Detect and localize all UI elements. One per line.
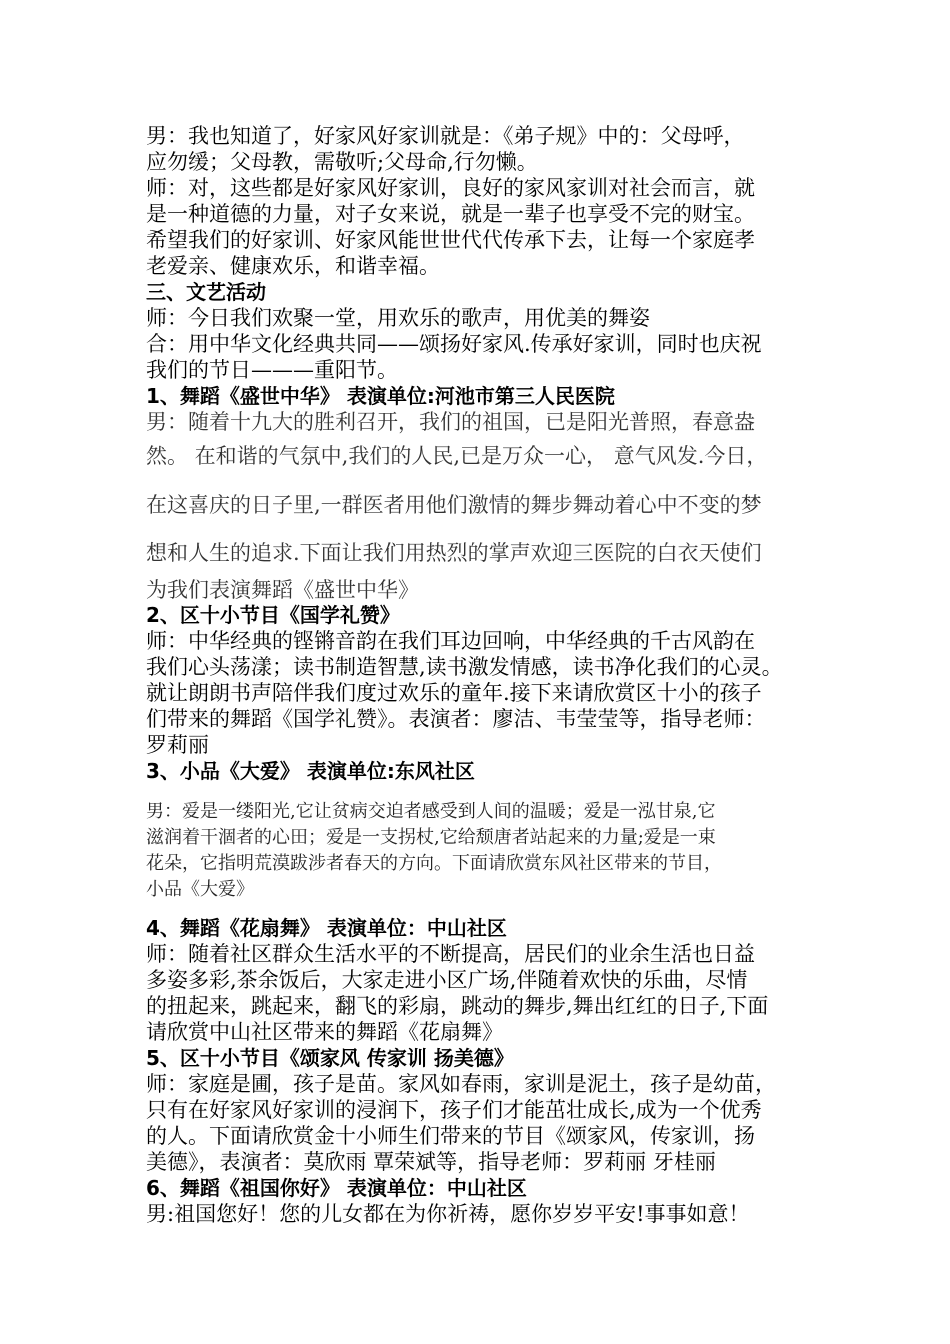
text-line: 男：爱是一缕阳光,它让贫病交迫者感受到人间的温暖；爱是一泓甘泉,它 bbox=[146, 801, 716, 822]
text-line: 罗莉丽 bbox=[146, 733, 209, 757]
text-line: 师：随着社区群众生活水平的不断提高，居民们的业余生活也日益 bbox=[146, 942, 755, 966]
text-line: 男：我也知道了，好家风好家训就是：《弟子规》中的：父母呼， bbox=[146, 124, 745, 148]
text-line: 的人。下面请欣赏金十小师生们带来的节目《颂家风，传家训，扬 bbox=[146, 1124, 755, 1148]
text-line: 请欣赏中山社区带来的舞蹈《花扇舞》 bbox=[146, 1020, 503, 1044]
text-line: 我们的节日———重阳节。 bbox=[146, 358, 398, 382]
text-line: 老爱亲、健康欢乐，和谐幸福。 bbox=[146, 254, 440, 278]
text-line: 男:祖国您好！您的儿女都在为你祈祷，愿你岁岁平安!事事如意！ bbox=[146, 1202, 750, 1226]
text-line: 男：随着十九大的胜利召开，我们的祖国，已是阳光普照，春意盎 bbox=[146, 410, 755, 434]
text-line: 美德》，表演者：莫欣雨 覃荣斌等，指导老师：罗莉丽 牙桂丽 bbox=[146, 1150, 716, 1174]
text-line: 想和人生的追求.下面让我们用热烈的掌声欢迎三医院的白衣天使们 bbox=[146, 541, 762, 565]
program-heading: 1、舞蹈《盛世中华》 表演单位:河池市第三人民医院 bbox=[146, 384, 615, 408]
text-line: 师：对，这些都是好家风好家训，良好的家风家训对社会而言，就 bbox=[146, 176, 755, 200]
text-line: 师：家庭是圃，孩子是苗。家风如春雨，家训是泥土，孩子是幼苗， bbox=[146, 1072, 776, 1096]
section-heading: 三、文艺活动 bbox=[146, 280, 266, 304]
text-line: 希望我们的好家训、好家风能世世代代传承下去，让每一个家庭孝 bbox=[146, 228, 755, 252]
program-heading: 4、舞蹈《花扇舞》 表演单位：中山社区 bbox=[146, 916, 507, 940]
text-line: 在这喜庆的日子里,一群医者用他们激情的舞步舞动着心中不变的梦 bbox=[146, 493, 762, 517]
text-line: 我们心头荡漾；读书制造智慧,读书激发情感，读书净化我们的心灵。 bbox=[146, 655, 783, 679]
text-line: 然。 在和谐的气氛中,我们的人民,已是万众一心， 意气风发.今日， bbox=[146, 444, 768, 468]
text-line: 师：今日我们欢聚一堂，用欢乐的歌声，用优美的舞姿 bbox=[146, 306, 650, 330]
text-line: 应勿缓；父母教，需敬听;父母命,行勿懒。 bbox=[146, 150, 538, 174]
text-line: 的扭起来，跳起来，翻飞的彩扇，跳动的舞步,舞出红红的日子,下面 bbox=[146, 994, 769, 1018]
program-heading: 5、区十小节目《颂家风 传家训 扬美德》 bbox=[146, 1046, 514, 1070]
program-heading: 2、区十小节目《国学礼赞》 bbox=[146, 603, 400, 627]
text-line: 合：用中华文化经典共同——颂扬好家风.传承好家训，同时也庆祝 bbox=[146, 332, 762, 356]
program-heading: 3、小品《大爱》 表演单位:东风社区 bbox=[146, 759, 475, 783]
text-line: 多姿多彩,茶余饭后，大家走进小区广场,伴随着欢快的乐曲，尽情 bbox=[146, 968, 748, 992]
text-line: 花朵，它指明荒漠跋涉者春天的方向。下面请欣赏东风社区带来的节目， bbox=[146, 853, 722, 874]
text-line: 只有在好家风好家训的浸润下，孩子们才能茁壮成长,成为一个优秀 bbox=[146, 1098, 762, 1122]
program-heading: 6、舞蹈《祖国你好》 表演单位：中山社区 bbox=[146, 1176, 527, 1200]
text-line: 滋润着干涸者的心田；爱是一支拐杖,它给颓唐者站起来的力量;爱是一束 bbox=[146, 827, 716, 848]
text-line: 为我们表演舞蹈《盛世中华》 bbox=[146, 578, 419, 602]
text-line: 小品《大爱》 bbox=[146, 879, 254, 900]
text-line: 就让朗朗书声陪伴我们度过欢乐的童年.接下来请欣赏区十小的孩子 bbox=[146, 681, 762, 705]
text-line: 是一种道德的力量，对子女来说，就是一辈子也享受不完的财宝。 bbox=[146, 202, 755, 226]
text-line: 们带来的舞蹈《国学礼赞》。表演者：廖洁、韦莹莹等，指导老师： bbox=[146, 707, 766, 731]
text-line: 师：中华经典的铿锵音韵在我们耳边回响，中华经典的千古风韵在 bbox=[146, 629, 755, 653]
